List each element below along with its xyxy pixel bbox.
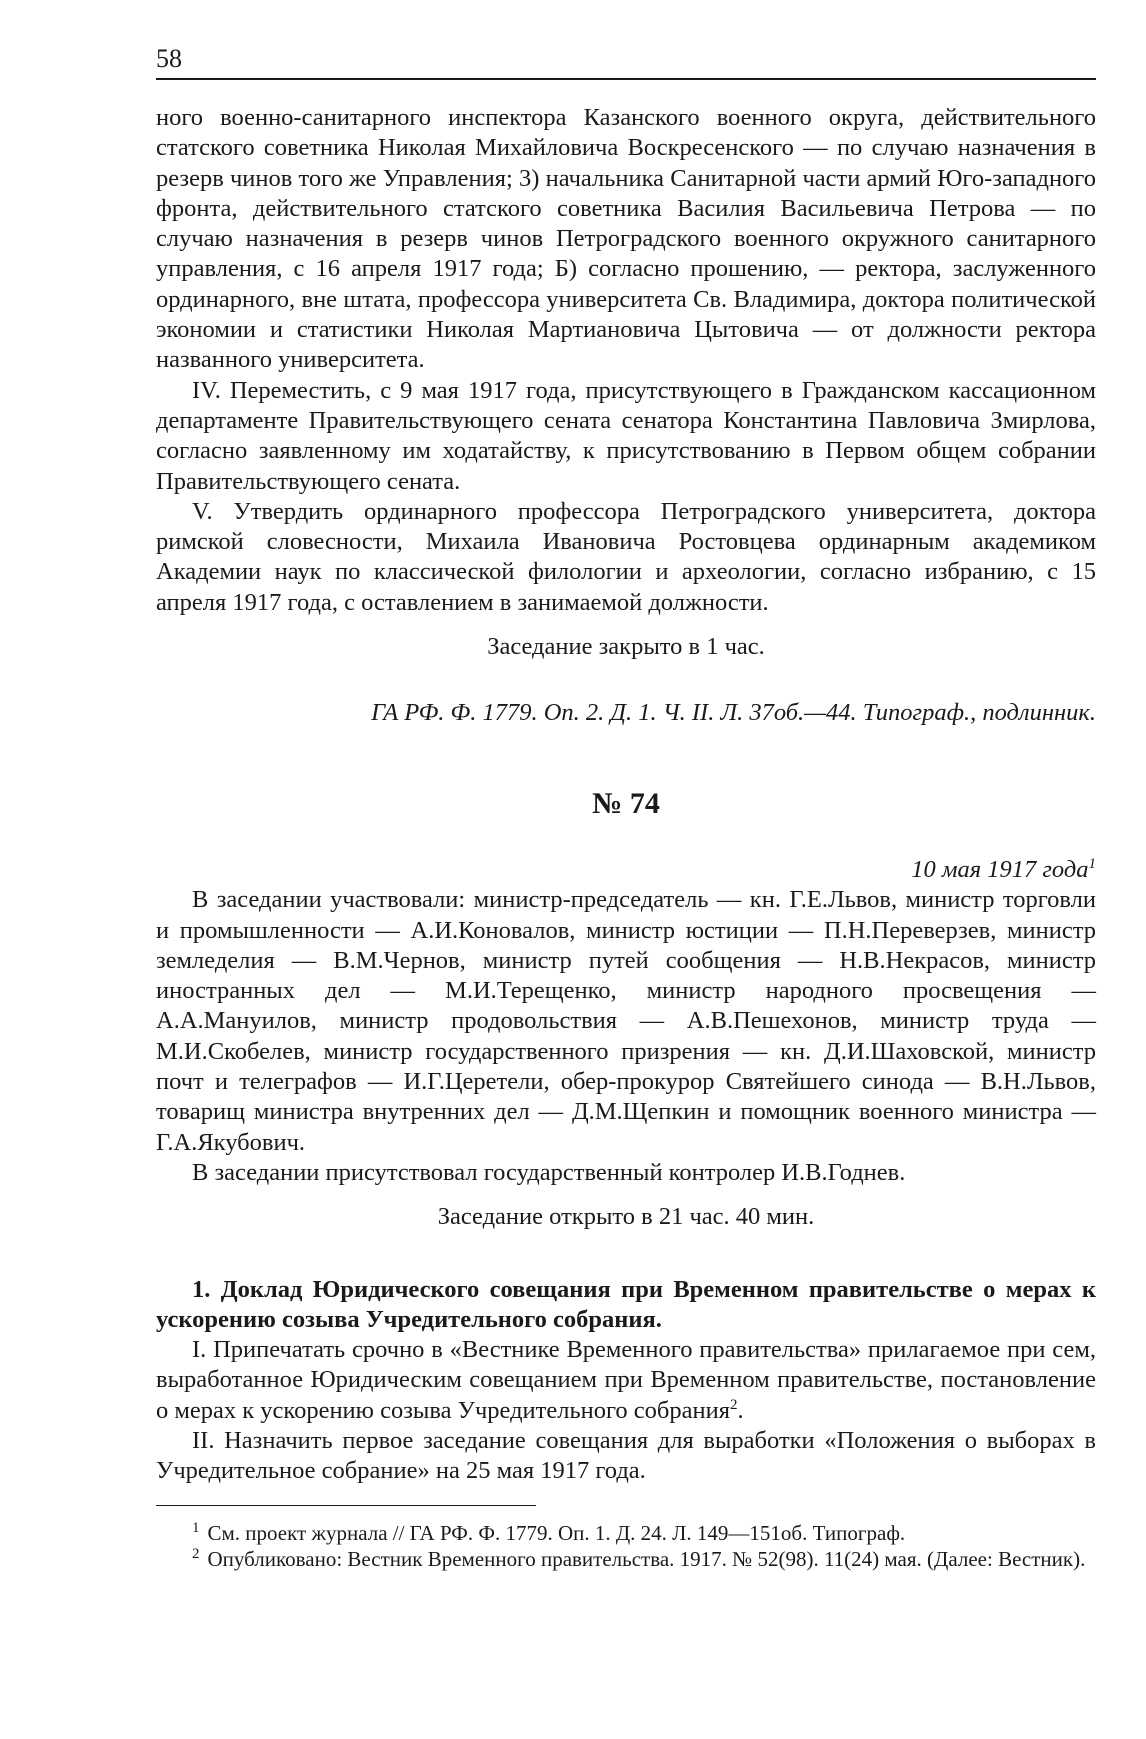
item-ii: II. Назначить первое заседание совещания для выработки «Положения о выборах в Учредительное собрание» на 25 мая 1917 года. <box>156 1426 1096 1485</box>
item-heading: 1. Доклад Юридического совещания при Временном правительстве о мерах к ускорению созыва Учредительного собрания. <box>156 1275 1096 1333</box>
paragraph-continued: ного военно-санитарного инспектора Казанского военного округа, действительного статского советника Николая Михайловича Воскресенского — по случаю назначения в резерв чинов того же Управления; 3) начальника Санитарной части армий Юго-западного фронта, действительного статского советника Василия Васильевича Петрова — по случаю назначения в резерв чинов Петроградского военного окружного санитарного управления, с 16 апреля 1917 года; Б) согласно прошению, — ректора, заслуженного ординарного, вне штата, профессора университета Св. Владимира, доктора политической экономии и статистики Николая Мартиановича Цытовича — от должности ректора названного университета. <box>156 104 1096 374</box>
document-date <box>156 855 1096 885</box>
closing-note: Заседание закрыто в 1 час. <box>487 633 765 661</box>
footnote-1-text: См. проект журнала // ГА РФ. Ф. 1779. Оп. 1. Д. 24. Л. 149—151об. Типограф. <box>207 1520 906 1545</box>
paragraph-iv: IV. Переместить, с 9 мая 1917 года, присутствующего в Гражданском кассационном департаменте Правительствующего сената сенатора Константина Павловича Змирлова, согласно заявленному им ходатайству, к присутствованию в Первом общем собрании Правительствующего сената. <box>156 376 1096 495</box>
footnote-rule <box>156 1505 536 1506</box>
opening-note: Заседание открыто в 21 час. 40 мин. <box>437 1203 815 1231</box>
item-i-text: I. Припечатать срочно в «Вестнике Временного правительства» прилагаемое при сем, выработанное Юридическим совещанием при Временном правительстве, постановление о мерах к ускорению созыва Учредительного собрания <box>156 1336 1096 1424</box>
footnote-1 <box>156 1520 1096 1546</box>
document-body <box>156 103 1096 1572</box>
item-i-end: . <box>737 1396 744 1424</box>
document-date-text: 10 мая 1917 года <box>911 855 1089 883</box>
participants-paragraph: В заседании участвовали: министр-председатель — кн. Г.Е.Львов, министр торговли и промышленности — А.И.Коновалов, министр юстиции — П.Н.Переверзев, министр земледелия — В.М.Чернов, министр путей сообщения — Н.В.Некрасов, министр иностранных дел — М.И.Терещенко, министр народного просвещения — А.А.Мануилов, министр продовольствия — А.В.Пешехонов, министр труда — М.И.Скобелев, министр государственного призрения — кн. Д.И.Шаховской, министр почт и телеграфов — И.Г.Церетели, обер-прокурор Святейшего синода — В.Н.Львов, товарищ министра внутренних дел — Д.М.Щепкин и помощник военного министра — Г.А.Якубович. <box>156 886 1096 1156</box>
document-number: № 74 <box>592 786 660 820</box>
footnote-1-mark: 1 <box>192 1519 200 1536</box>
footnote-ref-1: 1 <box>1088 855 1096 872</box>
page-number: 58 <box>156 44 182 73</box>
paragraph-v: V. Утвердить ординарного профессора Петроградского университета, доктора римской словесности, Михаила Ивановича Ростовцева ординарным академиком Академии наук по классической филологии и археологии, согласно избранию, с 15 апреля 1917 года, с оставлением в занимаемой должности. <box>156 497 1096 616</box>
item-i <box>156 1335 1096 1426</box>
header-rule <box>156 78 1096 80</box>
archive-source: ГА РФ. Ф. 1779. Оп. 2. Д. 1. Ч. II. Л. 37об.—44. Типограф., подлинник. <box>371 699 1096 727</box>
attended-paragraph: В заседании присутствовал государственный контролер И.В.Годнев. <box>192 1158 906 1186</box>
footnote-2 <box>156 1546 1096 1572</box>
footnote-2-text: Опубликовано: Вестник Временного правительства. 1917. № 52(98). 11(24) мая. (Далее: Вестник). <box>207 1546 1086 1571</box>
footnote-ref-2: 2 <box>730 1396 738 1413</box>
footnote-2-mark: 2 <box>192 1545 200 1562</box>
